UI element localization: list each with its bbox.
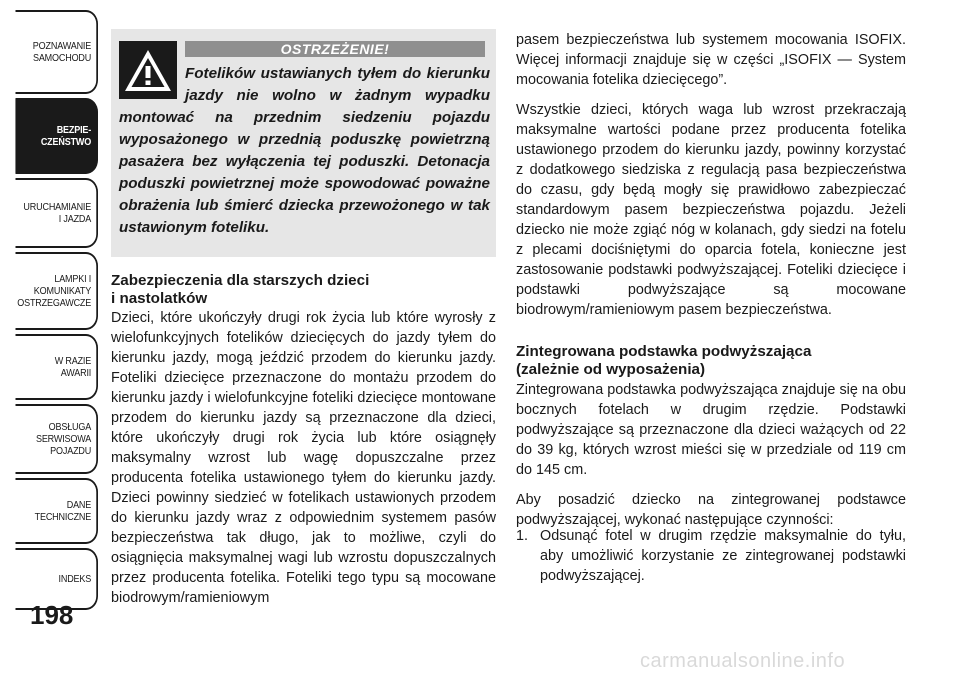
tab-label: LAMPKI I KOMUNIKATY OSTRZEGAWCZE: [17, 273, 92, 309]
tab-label: OBSŁUGA SERWISOWA POJAZDU: [35, 421, 92, 457]
paragraph-instructions-intro: Aby posadzić dziecko na zintegrowanej podstawce podwyższającej, wykonać następujące czynności:: [516, 492, 906, 528]
tab-bezpieczenstwo[interactable]: [15, 98, 98, 174]
heading-line: Zintegrowana podstawka podwyższająca: [516, 343, 812, 360]
tab-lampki-i-komunikaty[interactable]: [15, 252, 98, 330]
warning-box: [111, 29, 496, 257]
tab-label: INDEKS: [58, 573, 92, 585]
heading-line: Zabezpieczenia dla starszych dzieci: [111, 272, 370, 289]
chapter-sidebar: [0, 0, 100, 678]
paragraph-integrated-booster: Zintegrowana podstawka podwyższająca znajduje się na obu bocznych fotelach w drugim rzędzie. Podstawki podwyższające są przeznaczone dla dzieci ważących od 22 do 39 kg, których wzrost mieści się w przedziale od 119 cm do 145 cm.: [516, 382, 906, 478]
step-text: Odsunąć fotel w drugim rzędzie maksymalnie do tyłu, aby umożliwić korzystanie ze zintegrowanej podstawki podwyższającej.: [540, 528, 906, 584]
tab-label: BEZPIE- CZEŃSTWO: [40, 124, 92, 148]
paragraph-older-children: Dzieci, które ukończyły drugi rok życia lub które wyrosły z wielofunkcyjnych fotelików dziecięcych do jazdy tyłem do kierunku jazdy, mogą jeździć przodem do kierunku jazdy. Foteliki dziecięce przeznaczone do montażu przodem do kierunku jazdy i wielofunkcyjne foteliki dziecięce montowane przodem do kierunku jazdy są przeznaczone dla dzieci, które ukończyły drugi rok życia lub które osiągnęły maksymalny wzrost lub wagę dopuszczalne przez producenta fotelika ustawionego tyłem do kierunku jazdy. Dzieci powinny siedzieć w fotelikach ustawionych przodem do kierunku jazdy wraz z odpowiednim systemem pasów bezpieczeństwa tak długo, jak to możliwe, czyli do osiągnięcia maksymalnej wagi lub wzrostu dopuszczalnych przez producenta fotelika. Foteliki tego typu są mocowane biodrowym/ramieniowym: [111, 310, 496, 606]
paragraph-isofix-continuation: pasem bezpieczeństwa lub systemem mocowania ISOFIX. Więcej informacji znajduje się w części „ISOFIX — System mocowania fotelika dziecięcego”.: [516, 32, 906, 88]
list-item: [516, 526, 906, 586]
heading-line: (zależnie od wyposażenia): [516, 361, 706, 378]
warning-text: Fotelików ustawianych tyłem do kierunku jazdy nie wolno w żadnym wypadku montować na przednim siedzeniu pojazdu wyposażonego w przednią poduszkę powietrzną pasażera bez wyłączenia tej poduszki. Detonacja poduszki powietrznej może spowodować poważne obrażenia lub śmierć dziecka przewożonego w tak ustawionym foteliku.: [119, 65, 490, 236]
tab-dane-techniczne[interactable]: [15, 478, 98, 544]
tab-label: POZNAWANIE SAMOCHODU: [32, 40, 92, 64]
section-heading-older-children: [111, 272, 496, 308]
watermark: carmanualsonline.info: [640, 650, 846, 672]
tab-obsluga-serwisowa[interactable]: [15, 404, 98, 474]
steps-list: [516, 526, 906, 586]
tab-label: W RAZIE AWARII: [54, 355, 92, 379]
step-number: 1.: [516, 528, 529, 544]
tab-w-razie-awarii[interactable]: [15, 334, 98, 400]
paragraph-all-children: Wszystkie dzieci, których waga lub wzrost przekraczają maksymalne wartości podane przez producenta fotelika ustawionego przodem do kierunku jazdy, powinny korzystać z dodatkowego siedziska z regulacją pasa bezpieczeństwa do czasu, gdy będą mogły się prawidłowo zabezpieczać standardowym pasem bezpieczeństwa pojazdu. Jeżeli dziecko nie może zgiąć nóg w kolanach, gdy siedzi na fotelu z plecami dociśniętymi do oparcia fotela, konieczne jest zastosowanie podstawki podwyższającej. Foteliki dziecięce i podstawki podwyższające są mocowane biodrowym/ramieniowym pasem bezpieczeństwa.: [516, 102, 906, 318]
tab-label: URUCHAMIANIE I JAZDA: [23, 201, 92, 225]
section-heading-integrated-booster: [516, 343, 906, 379]
warning-title: OSTRZEŻENIE!: [185, 41, 485, 57]
tab-label: DANE TECHNICZNE: [34, 499, 92, 523]
heading-line: i nastolatków: [111, 290, 208, 307]
page-number: 198: [30, 600, 74, 630]
tab-poznawanie-samochodu[interactable]: [15, 10, 98, 94]
tab-uruchamianie-i-jazda[interactable]: [15, 178, 98, 248]
